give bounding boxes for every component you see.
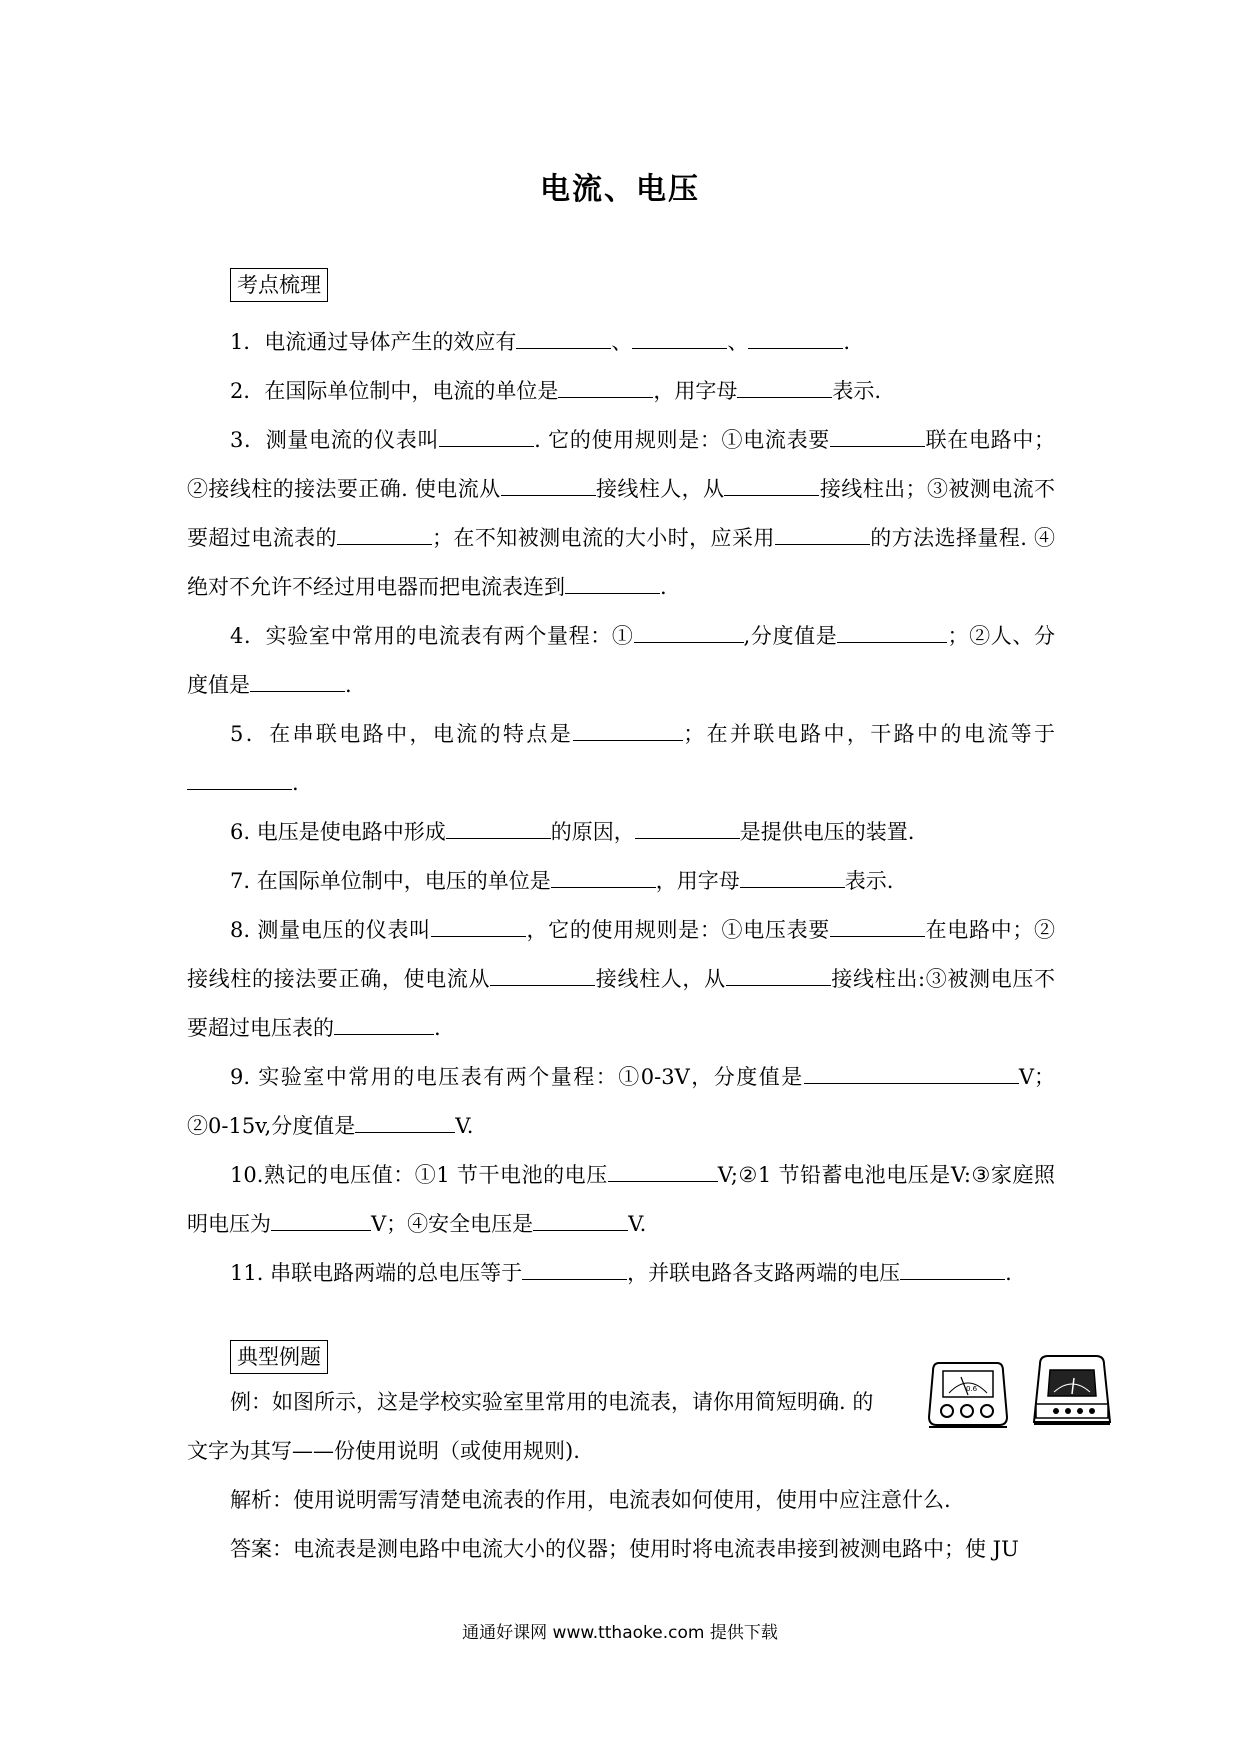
answer-blank[interactable]: [737, 375, 832, 398]
meter-scale-label: 0.6: [966, 1385, 978, 1393]
section-label-key-points: 考点梳理: [230, 268, 328, 302]
question-3: 3．测量电流的仪表叫 . 它的使用规则是：①电流表要 联在电路中；②接线柱的接法要正确. 使电流从 接线柱人，从 接线柱出；③被测电流不要超过电流表的 ；在不知被测电流的大小时，应采用 的方法选择量程. ④绝对不允许不经过用电器而把电流表连到 .: [187, 416, 1055, 612]
page-title: 电流、电压: [540, 172, 700, 207]
answer-blank[interactable]: [726, 963, 831, 986]
ammeter-front-icon: [925, 1355, 1011, 1435]
question-5: 5．在串联电路中，电流的特点是 ；在并联电路中，干路中的电流等于.: [187, 710, 1055, 808]
answer-blank[interactable]: [522, 1257, 627, 1280]
answer-blank[interactable]: [271, 1208, 371, 1231]
answer-blank[interactable]: [187, 767, 292, 790]
question-7: 7. 在国际单位制中，电压的单位是 ，用字母 表示.: [187, 857, 1055, 906]
question-8: 8. 测量电压的仪表叫 ，它的使用规则是：①电压表要 在电路中；②接线柱的接法要正确，使电流从 接线柱人，从 接线柱出:③被测电压不要超过电压表的 .: [187, 906, 1055, 1053]
question-list: [187, 318, 1055, 1298]
answer-blank[interactable]: [632, 326, 727, 349]
answer-blank[interactable]: [830, 914, 925, 937]
answer-blank[interactable]: [446, 816, 551, 839]
question-2: 2．在国际单位制中，电流的单位是 ，用字母 表示.: [187, 367, 1055, 416]
footer-source: 通通好课网 www.tthaoke.com 提供下载: [462, 1623, 778, 1643]
question-9: 9. 实验室中常用的电压表有两个量程：①0-3V，分度值是 V；②0-15v,分度值是 V.: [187, 1053, 1055, 1151]
answer-blank[interactable]: [565, 571, 660, 594]
answer-blank[interactable]: [551, 865, 656, 888]
question-11: 11. 串联电路两端的总电压等于 ，并联电路各支路两端的电压 .: [187, 1249, 1055, 1298]
question-4: 4．实验室中常用的电流表有两个量程：① ,分度值是 ；②人、分度值是 .: [187, 612, 1055, 710]
answer-blank[interactable]: [748, 326, 843, 349]
section-label-examples: 典型例题: [230, 1340, 328, 1374]
answer-blank[interactable]: [837, 620, 947, 643]
example-question: 例：如图所示，这是学校实验室里常用的电流表，请你用简短明确. 的 文字为其写——份使用说明（或使用规则).: [187, 1390, 874, 1463]
answer-blank[interactable]: [533, 1208, 628, 1231]
answer-blank[interactable]: [490, 963, 595, 986]
answer-blank[interactable]: [740, 865, 845, 888]
answer-blank[interactable]: [431, 914, 526, 937]
ammeter-angled-icon: [1030, 1352, 1114, 1434]
answer-blank[interactable]: [804, 1061, 1019, 1084]
example-analysis: 解析：使用说明需写清楚电流表的作用，电流表如何使用，使用中应注意什么. 答案：电流表是测电路中电流大小的仪器；使用时将电流表串接到被测电路中；使 JU: [187, 1476, 1055, 1574]
answer-blank[interactable]: [635, 816, 740, 839]
answer-blank[interactable]: [439, 424, 534, 447]
answer-blank[interactable]: [250, 669, 345, 692]
question-10: 10.熟记的电压值：①1 节干电池的电压 V;②1 节铅蓄电池电压是V:③家庭照明电压为 V；④安全电压是 V.: [187, 1151, 1055, 1249]
example-answer: 答案：电流表是测电路中电流大小的仪器；使用时将电流表串接到被测电路中；使 JU: [230, 1537, 1019, 1561]
answer-blank[interactable]: [724, 473, 819, 496]
answer-blank[interactable]: [516, 326, 611, 349]
answer-blank[interactable]: [775, 522, 870, 545]
answer-blank[interactable]: [608, 1159, 718, 1182]
answer-blank[interactable]: [355, 1110, 455, 1133]
answer-blank[interactable]: [558, 375, 653, 398]
answer-blank[interactable]: [900, 1257, 1005, 1280]
question-1: 1．电流通过导体产生的效应有 、 、 .: [187, 318, 1055, 367]
answer-blank[interactable]: [501, 473, 596, 496]
answer-blank[interactable]: [830, 424, 925, 447]
question-6: 6. 电压是使电路中形成 的原因， 是提供电压的装置.: [187, 808, 1055, 857]
answer-blank[interactable]: [634, 620, 744, 643]
answer-blank[interactable]: [334, 1012, 434, 1035]
answer-blank[interactable]: [573, 718, 683, 741]
answer-blank[interactable]: [337, 522, 432, 545]
